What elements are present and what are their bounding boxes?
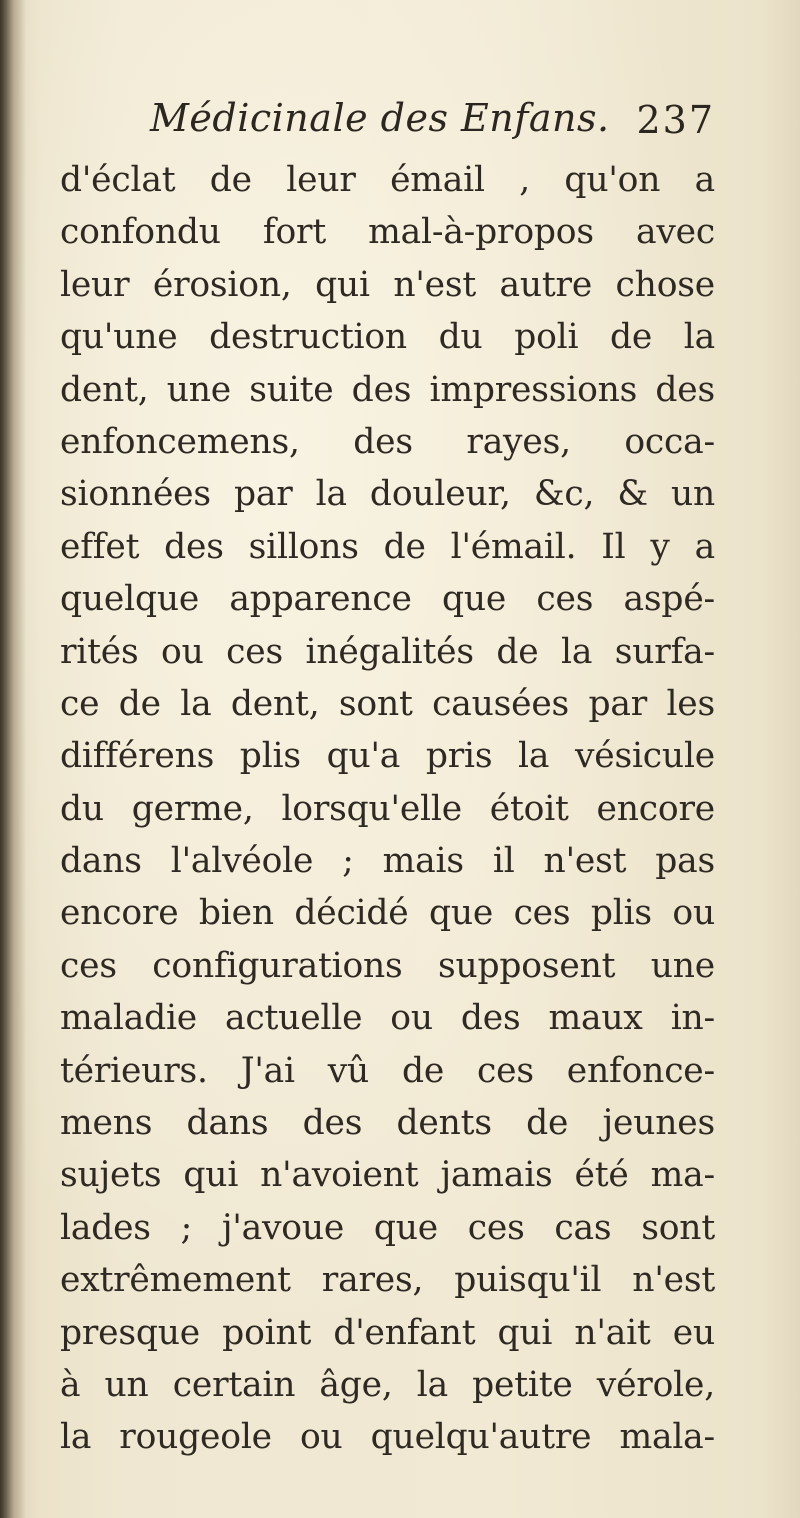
text-line: lades ; j'avoue que ces cas sont (60, 1207, 715, 1248)
text-line: presque point d'enfant qui n'ait eu (60, 1312, 715, 1353)
text-line: sionnées par la douleur, &c, & un (60, 474, 715, 515)
text-line: dans l'alvéole ; mais il n'est pas (60, 841, 715, 882)
text-line: mens dans des dents de jeunes (60, 1103, 715, 1144)
text-line: effet des sillons de l'émail. Il y a (60, 526, 715, 567)
text-line: dent, une suite des impressions des (60, 369, 715, 410)
text-line: sujets qui n'avoient jamais été ma- (60, 1155, 715, 1196)
text-line: rités ou ces inégalités de la surfa- (60, 631, 715, 672)
running-head-title: Médicinale des Enfans. (150, 96, 610, 140)
page-gutter-shadow (0, 0, 26, 1518)
text-line: à un certain âge, la petite vérole, (60, 1364, 715, 1405)
page-number: 237 (636, 98, 715, 142)
text-line: quelque apparence que ces aspé- (60, 579, 715, 620)
text-line: qu'une destruction du poli de la (60, 317, 715, 358)
text-line: du germe, lorsqu'elle étoit encore (60, 788, 715, 829)
text-line: enfoncemens, des rayes, occa- (60, 421, 715, 462)
text-line: la rougeole ou quelqu'autre mala- (60, 1417, 715, 1458)
text-line: maladie actuelle ou des maux in- (60, 998, 715, 1039)
body-text (60, 154, 715, 1464)
text-line: ces configurations supposent une (60, 945, 715, 986)
text-line: extrêmement rares, puisqu'il n'est (60, 1260, 715, 1301)
text-line: d'éclat de leur émail , qu'on a (60, 160, 715, 200)
text-line: différens plis qu'a pris la vésicule (60, 736, 715, 777)
running-head (60, 96, 715, 156)
text-line: ce de la dent, sont causées par les (60, 683, 715, 724)
text-line: encore bien décidé que ces plis ou (60, 893, 715, 934)
text-line: leur érosion, qui n'est autre chose (60, 264, 715, 305)
text-line: confondu fort mal-à-propos avec (60, 212, 715, 253)
text-line: térieurs. J'ai vû de ces enfonce- (60, 1050, 715, 1091)
